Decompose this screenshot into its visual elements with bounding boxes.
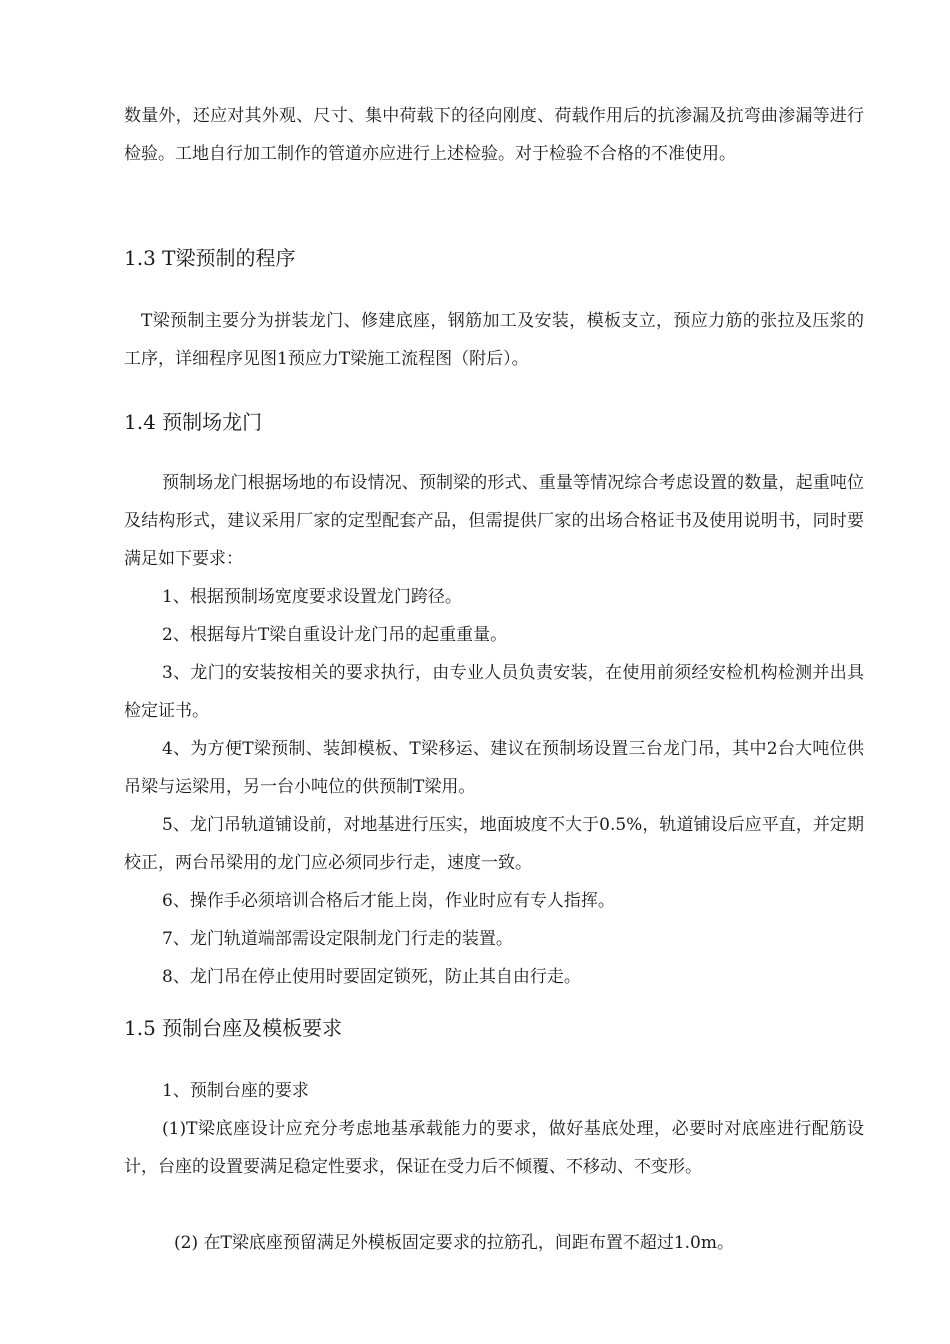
list-item-8: 8、龙门吊在停止使用时要固定锁死，防止其自由行走。	[162, 967, 581, 987]
section-heading-1-5: 1.5 预制台座及模板要求	[124, 1016, 343, 1040]
list-item-4: 4、为方便T梁预制、装卸模板、T梁移运、建议在预制场设置三台龙门吊，其中2台大吨位供吊梁与运梁用，另一台小吨位的供预制T梁用。	[124, 739, 864, 797]
subsection-1-paragraph-2: (2) 在T梁底座预留满足外模板固定要求的拉筋孔，间距布置不超过1.0m。	[174, 1233, 734, 1253]
section-1-3-paragraph: T梁预制主要分为拼装龙门、修建底座，钢筋加工及安装，模板支立，预应力筋的张拉及压浆的工序，详细程序见图1预应力T梁施工流程图（附后）。	[124, 311, 864, 369]
subsection-1-paragraph-1: (1)T梁底座设计应充分考虑地基承载能力的要求，做好基底处理，必要时对底座进行配筋设计，台座的设置要满足稳定性要求，保证在受力后不倾覆、不移动、不变形。	[124, 1119, 864, 1177]
list-item-6: 6、操作手必须培训合格后才能上岗，作业时应有专人指挥。	[162, 891, 615, 911]
list-item-3: 3、龙门的安装按相关的要求执行，由专业人员负责安装，在使用前须经安检机构检测并出具检定证书。	[124, 663, 864, 721]
list-item-5: 5、龙门吊轨道铺设前，对地基进行压实，地面坡度不大于0.5%，轨道铺设后应平直，并定期校正，两台吊梁用的龙门应必须同步行走，速度一致。	[124, 815, 864, 873]
list-item-1: 1、根据预制场宽度要求设置龙门跨径。	[162, 587, 462, 607]
section-heading-1-4: 1.4 预制场龙门	[124, 410, 263, 434]
list-item-7: 7、龙门轨道端部需设定限制龙门行走的装置。	[162, 929, 513, 949]
list-item-2: 2、根据每片T梁自重设计龙门吊的起重重量。	[162, 625, 508, 645]
section-heading-1-3: 1.3 T梁预制的程序	[124, 246, 296, 270]
section-1-4-paragraph: 预制场龙门根据场地的布设情况、预制梁的形式、重量等情况综合考虑设置的数量，起重吨位及结构形式，建议采用厂家的定型配套产品，但需提供厂家的出场合格证书及使用说明书，同时要满足如下要求：	[124, 473, 864, 569]
subsection-heading-1: 1、预制台座的要求	[162, 1081, 309, 1101]
intro-paragraph: 数量外，还应对其外观、尺寸、集中荷载下的径向刚度、荷载作用后的抗渗漏及抗弯曲渗漏等进行检验。工地自行加工制作的管道亦应进行上述检验。对于检验不合格的不准使用。	[124, 106, 864, 164]
